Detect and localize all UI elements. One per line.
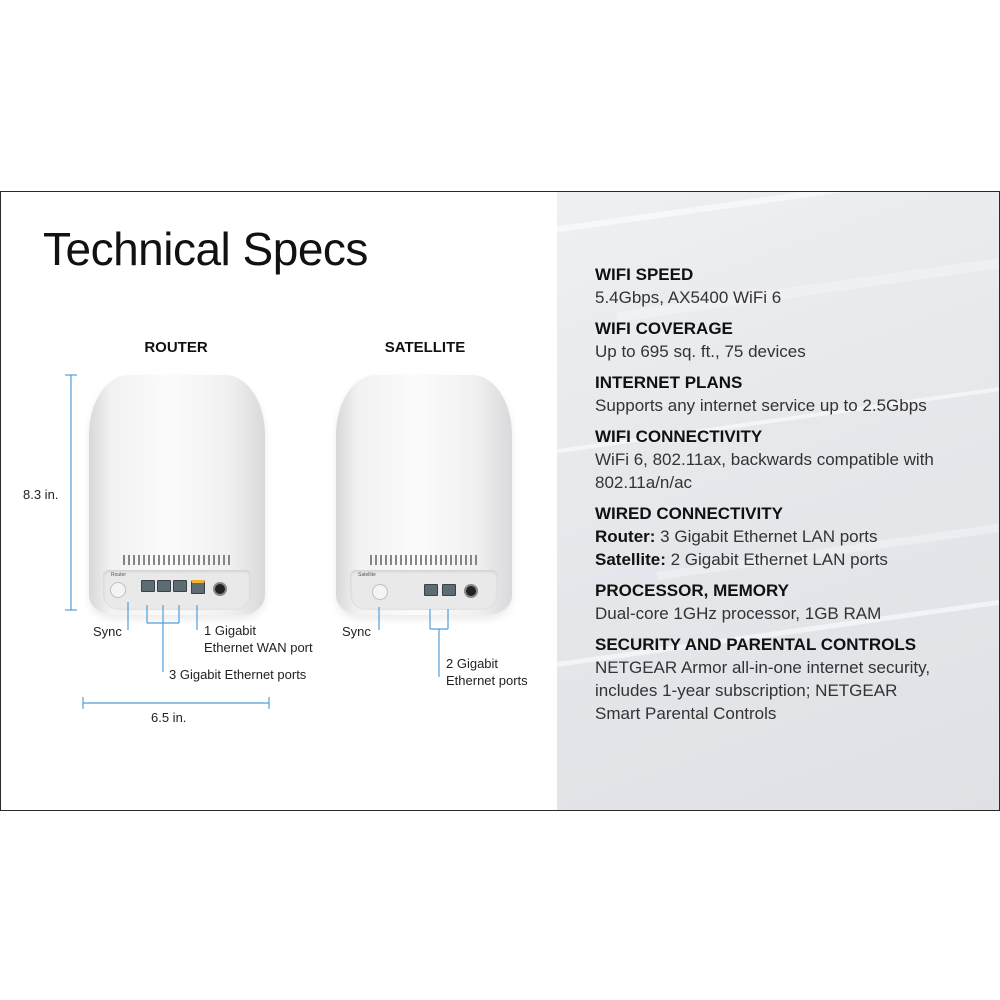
spec-item xyxy=(595,503,985,571)
spec-value xyxy=(595,448,985,471)
spec-value xyxy=(595,656,985,679)
spec-value-text: Dual-core 1GHz processor, 1GB RAM xyxy=(595,604,882,623)
spec-heading: INTERNET PLANS xyxy=(595,373,743,392)
callout-lines xyxy=(1,192,557,810)
spec-value xyxy=(595,679,985,702)
router-wan-label xyxy=(204,622,313,656)
spec-item xyxy=(595,426,985,494)
spec-item xyxy=(595,372,985,417)
spec-value-prefix: Router: xyxy=(595,527,656,546)
spec-heading: WIRED CONNECTIVITY xyxy=(595,504,783,523)
spec-heading: WIFI CONNECTIVITY xyxy=(595,427,763,446)
spec-heading: WIFI SPEED xyxy=(595,265,694,284)
router-panel-label: Router xyxy=(111,572,127,578)
spec-value-text: WiFi 6, 802.11ax, backwards compatible with xyxy=(595,450,934,469)
spec-item xyxy=(595,634,985,725)
satellite-lan-label-line2: Ethernet ports xyxy=(446,673,528,688)
router-wan-label-line1: 1 Gigabit xyxy=(204,623,257,638)
spec-item xyxy=(595,318,985,363)
spec-value-text: 2 Gigabit Ethernet LAN ports xyxy=(665,550,888,569)
spec-value xyxy=(595,340,985,363)
spec-value xyxy=(595,394,985,417)
router-width-label: 6.5 in. xyxy=(151,710,187,725)
page-title: Technical Specs xyxy=(43,223,368,275)
spec-item xyxy=(595,264,985,309)
spec-value-text: includes 1-year subscription; NETGEAR xyxy=(595,681,898,700)
satellite-lan-label xyxy=(446,655,528,689)
satellite-sync-label: Sync xyxy=(342,624,371,639)
spec-heading: SECURITY AND PARENTAL CONTROLS xyxy=(595,635,917,654)
spec-heading: PROCESSOR, MEMORY xyxy=(595,581,789,600)
spec-heading: WIFI COVERAGE xyxy=(595,319,733,338)
router-label: ROUTER xyxy=(144,339,208,356)
spec-value-prefix: Satellite: xyxy=(595,550,666,569)
satellite-label: SATELLITE xyxy=(384,339,466,356)
spec-value xyxy=(595,286,985,309)
spec-value xyxy=(595,548,985,571)
spec-sheet xyxy=(0,191,1000,811)
spec-value xyxy=(595,471,985,494)
router-wan-label-line2: Ethernet WAN port xyxy=(204,640,313,655)
spec-value xyxy=(595,702,985,725)
spec-value xyxy=(595,602,985,625)
router-lan-label: 3 Gigabit Ethernet ports xyxy=(169,667,307,682)
router-sync-label: Sync xyxy=(93,624,122,639)
satellite-panel-label: Satellite xyxy=(358,572,376,578)
spec-value-text: NETGEAR Armor all-in-one internet security, xyxy=(595,658,931,677)
spec-value-text: Supports any internet service up to 2.5Gbps xyxy=(595,396,927,415)
spec-value-text: 5.4Gbps, AX5400 WiFi 6 xyxy=(595,288,782,307)
spec-list xyxy=(595,264,985,734)
router-height-label: 8.3 in. xyxy=(23,487,59,502)
spec-value xyxy=(595,525,985,548)
satellite-lan-label-line1: 2 Gigabit xyxy=(446,656,499,671)
spec-value-text: 3 Gigabit Ethernet LAN ports xyxy=(655,527,878,546)
spec-item xyxy=(595,580,985,625)
spec-value-text: Up to 695 sq. ft., 75 devices xyxy=(595,342,806,361)
spec-value-text: 802.11a/n/ac xyxy=(595,473,693,492)
spec-value-text: Smart Parental Controls xyxy=(595,704,777,723)
